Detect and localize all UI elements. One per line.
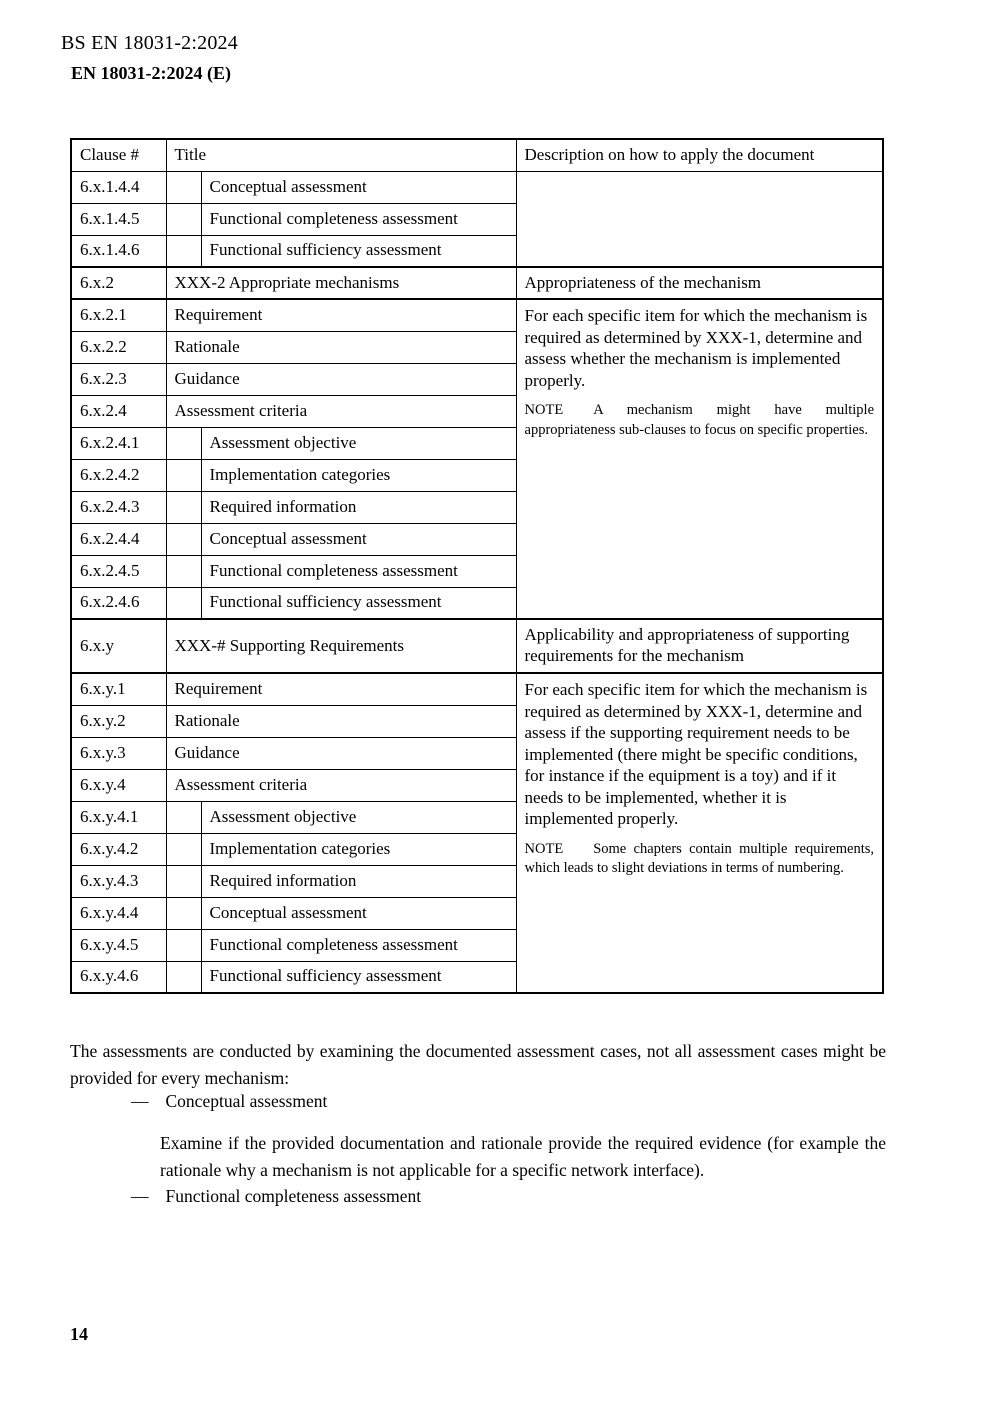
- table-row-section: [71, 619, 883, 673]
- indent-cell: [166, 203, 201, 235]
- description-paragraph: For each specific item for which the mechanism is required as determined by XXX-1, determine and assess whether the mechanism is implemented properly.: [524, 306, 868, 390]
- clause-cell: 6.x.y.4: [71, 769, 166, 801]
- table-row: [71, 171, 883, 203]
- title-cell: Required information: [201, 491, 516, 523]
- clause-cell: 6.x.y.1: [71, 673, 166, 705]
- indent-cell: [166, 523, 201, 555]
- doc-reference-en: EN 18031-2:2024 (E): [71, 63, 231, 83]
- note-text: A mechanism might have multiple appropriateness sub-clauses to focus on specific properties.: [524, 402, 875, 438]
- clause-cell: 6.x.y.3: [71, 737, 166, 769]
- indent-cell: [166, 427, 201, 459]
- clause-cell: 6.x.2.3: [71, 363, 166, 395]
- clause-table: [70, 138, 884, 994]
- table-row: [71, 299, 883, 331]
- clause-cell: 6.x.2.4.1: [71, 427, 166, 459]
- bullet-conceptual-assessment: [131, 1089, 327, 1113]
- title-cell: Conceptual assessment: [201, 897, 516, 929]
- note-label: NOTE: [524, 840, 564, 857]
- indent-cell: [166, 235, 201, 267]
- title-cell: Functional completeness assessment: [201, 555, 516, 587]
- description-cell-empty: [516, 171, 883, 267]
- description-note: [525, 401, 875, 440]
- clause-cell: 6.x.y.4.2: [71, 833, 166, 865]
- title-cell: Rationale: [166, 331, 516, 363]
- clause-cell: 6.x.2.4.2: [71, 459, 166, 491]
- clause-cell: 6.x.2: [71, 267, 166, 299]
- title-cell: Assessment objective: [201, 427, 516, 459]
- title-cell: Functional sufficiency assessment: [201, 587, 516, 619]
- title-cell: Functional sufficiency assessment: [201, 961, 516, 993]
- clause-cell: 6.x.y.2: [71, 705, 166, 737]
- description-paragraph: For each specific item for which the mechanism is required as determined by XXX-1, determine and assess if the supporting requirement needs to be implemented (there might be specific conditions, for instance if the equipment is a toy) and if it needs to be implemented, whether it is implemented properly.: [524, 680, 868, 828]
- doc-reference-bs: BS EN 18031-2:2024: [61, 32, 238, 54]
- title-cell: Functional completeness assessment: [201, 203, 516, 235]
- indent-cell: [166, 897, 201, 929]
- title-cell: Implementation categories: [201, 833, 516, 865]
- description-cell: Applicability and appropriateness of supporting requirements for the mechanism: [516, 619, 883, 673]
- title-cell: XXX-# Supporting Requirements: [166, 619, 516, 673]
- title-cell: Functional sufficiency assessment: [201, 235, 516, 267]
- col-header-title: Title: [166, 139, 516, 171]
- indent-cell: [166, 929, 201, 961]
- examine-paragraph: Examine if the provided documentation and rationale provide the required evidence (for example the rationale why a mechanism is not applicable for a specific network interface).: [160, 1133, 886, 1180]
- note-label: NOTE: [524, 402, 564, 418]
- clause-cell: 6.x.y.4.6: [71, 961, 166, 993]
- title-cell: Assessment objective: [201, 801, 516, 833]
- title-cell: Rationale: [166, 705, 516, 737]
- clause-cell: 6.x.y.4.1: [71, 801, 166, 833]
- clause-cell: 6.x.y.4.3: [71, 865, 166, 897]
- indent-cell: [166, 171, 201, 203]
- description-note: [525, 840, 875, 879]
- col-header-description: Description on how to apply the document: [516, 139, 883, 171]
- description-cell-appropriate: [516, 299, 883, 619]
- page-number: 14: [70, 1324, 88, 1344]
- clause-cell: 6.x.2.4.5: [71, 555, 166, 587]
- indent-cell: [166, 961, 201, 993]
- clause-cell: 6.x.1.4.6: [71, 235, 166, 267]
- col-header-clause: Clause #: [71, 139, 166, 171]
- clause-cell: 6.x.2.4.3: [71, 491, 166, 523]
- clause-cell: 6.x.y: [71, 619, 166, 673]
- title-cell: Requirement: [166, 299, 516, 331]
- note-text: Some chapters contain multiple requirements, which leads to slight deviations in terms of numbering.: [524, 840, 875, 876]
- indent-cell: [166, 459, 201, 491]
- indent-cell: [166, 555, 201, 587]
- table-row-section: [71, 267, 883, 299]
- description-cell-supporting: [516, 673, 883, 993]
- indent-cell: [166, 491, 201, 523]
- table-header-row: [71, 139, 883, 171]
- title-cell: Functional completeness assessment: [201, 929, 516, 961]
- clause-cell: 6.x.2.1: [71, 299, 166, 331]
- title-cell: XXX-2 Appropriate mechanisms: [166, 267, 516, 299]
- clause-cell: 6.x.y.4.4: [71, 897, 166, 929]
- clause-cell: 6.x.y.4.5: [71, 929, 166, 961]
- title-cell: Guidance: [166, 363, 516, 395]
- title-cell: Conceptual assessment: [201, 171, 516, 203]
- clause-cell: 6.x.1.4.4: [71, 171, 166, 203]
- indent-cell: [166, 865, 201, 897]
- assessments-intro-paragraph: The assessments are conducted by examining the documented assessment cases, not all assessment cases might be provided for every mechanism:: [70, 1041, 886, 1088]
- title-cell: Required information: [201, 865, 516, 897]
- description-cell: Appropriateness of the mechanism: [516, 267, 883, 299]
- bullet-dash: —: [131, 1091, 149, 1111]
- bullet-dash: —: [131, 1186, 149, 1206]
- bullet-label: Functional completeness assessment: [165, 1186, 422, 1206]
- table-row: [71, 673, 883, 705]
- title-cell: Guidance: [166, 737, 516, 769]
- title-cell: Implementation categories: [201, 459, 516, 491]
- indent-cell: [166, 833, 201, 865]
- title-cell: Conceptual assessment: [201, 523, 516, 555]
- indent-cell: [166, 587, 201, 619]
- indent-cell: [166, 801, 201, 833]
- clause-cell: 6.x.2.2: [71, 331, 166, 363]
- bullet-functional-completeness: [131, 1184, 421, 1208]
- title-cell: Assessment criteria: [166, 769, 516, 801]
- clause-cell: 6.x.2.4: [71, 395, 166, 427]
- title-cell: Requirement: [166, 673, 516, 705]
- clause-cell: 6.x.2.4.6: [71, 587, 166, 619]
- clause-cell: 6.x.1.4.5: [71, 203, 166, 235]
- clause-cell: 6.x.2.4.4: [71, 523, 166, 555]
- bullet-label: Conceptual assessment: [165, 1091, 328, 1111]
- title-cell: Assessment criteria: [166, 395, 516, 427]
